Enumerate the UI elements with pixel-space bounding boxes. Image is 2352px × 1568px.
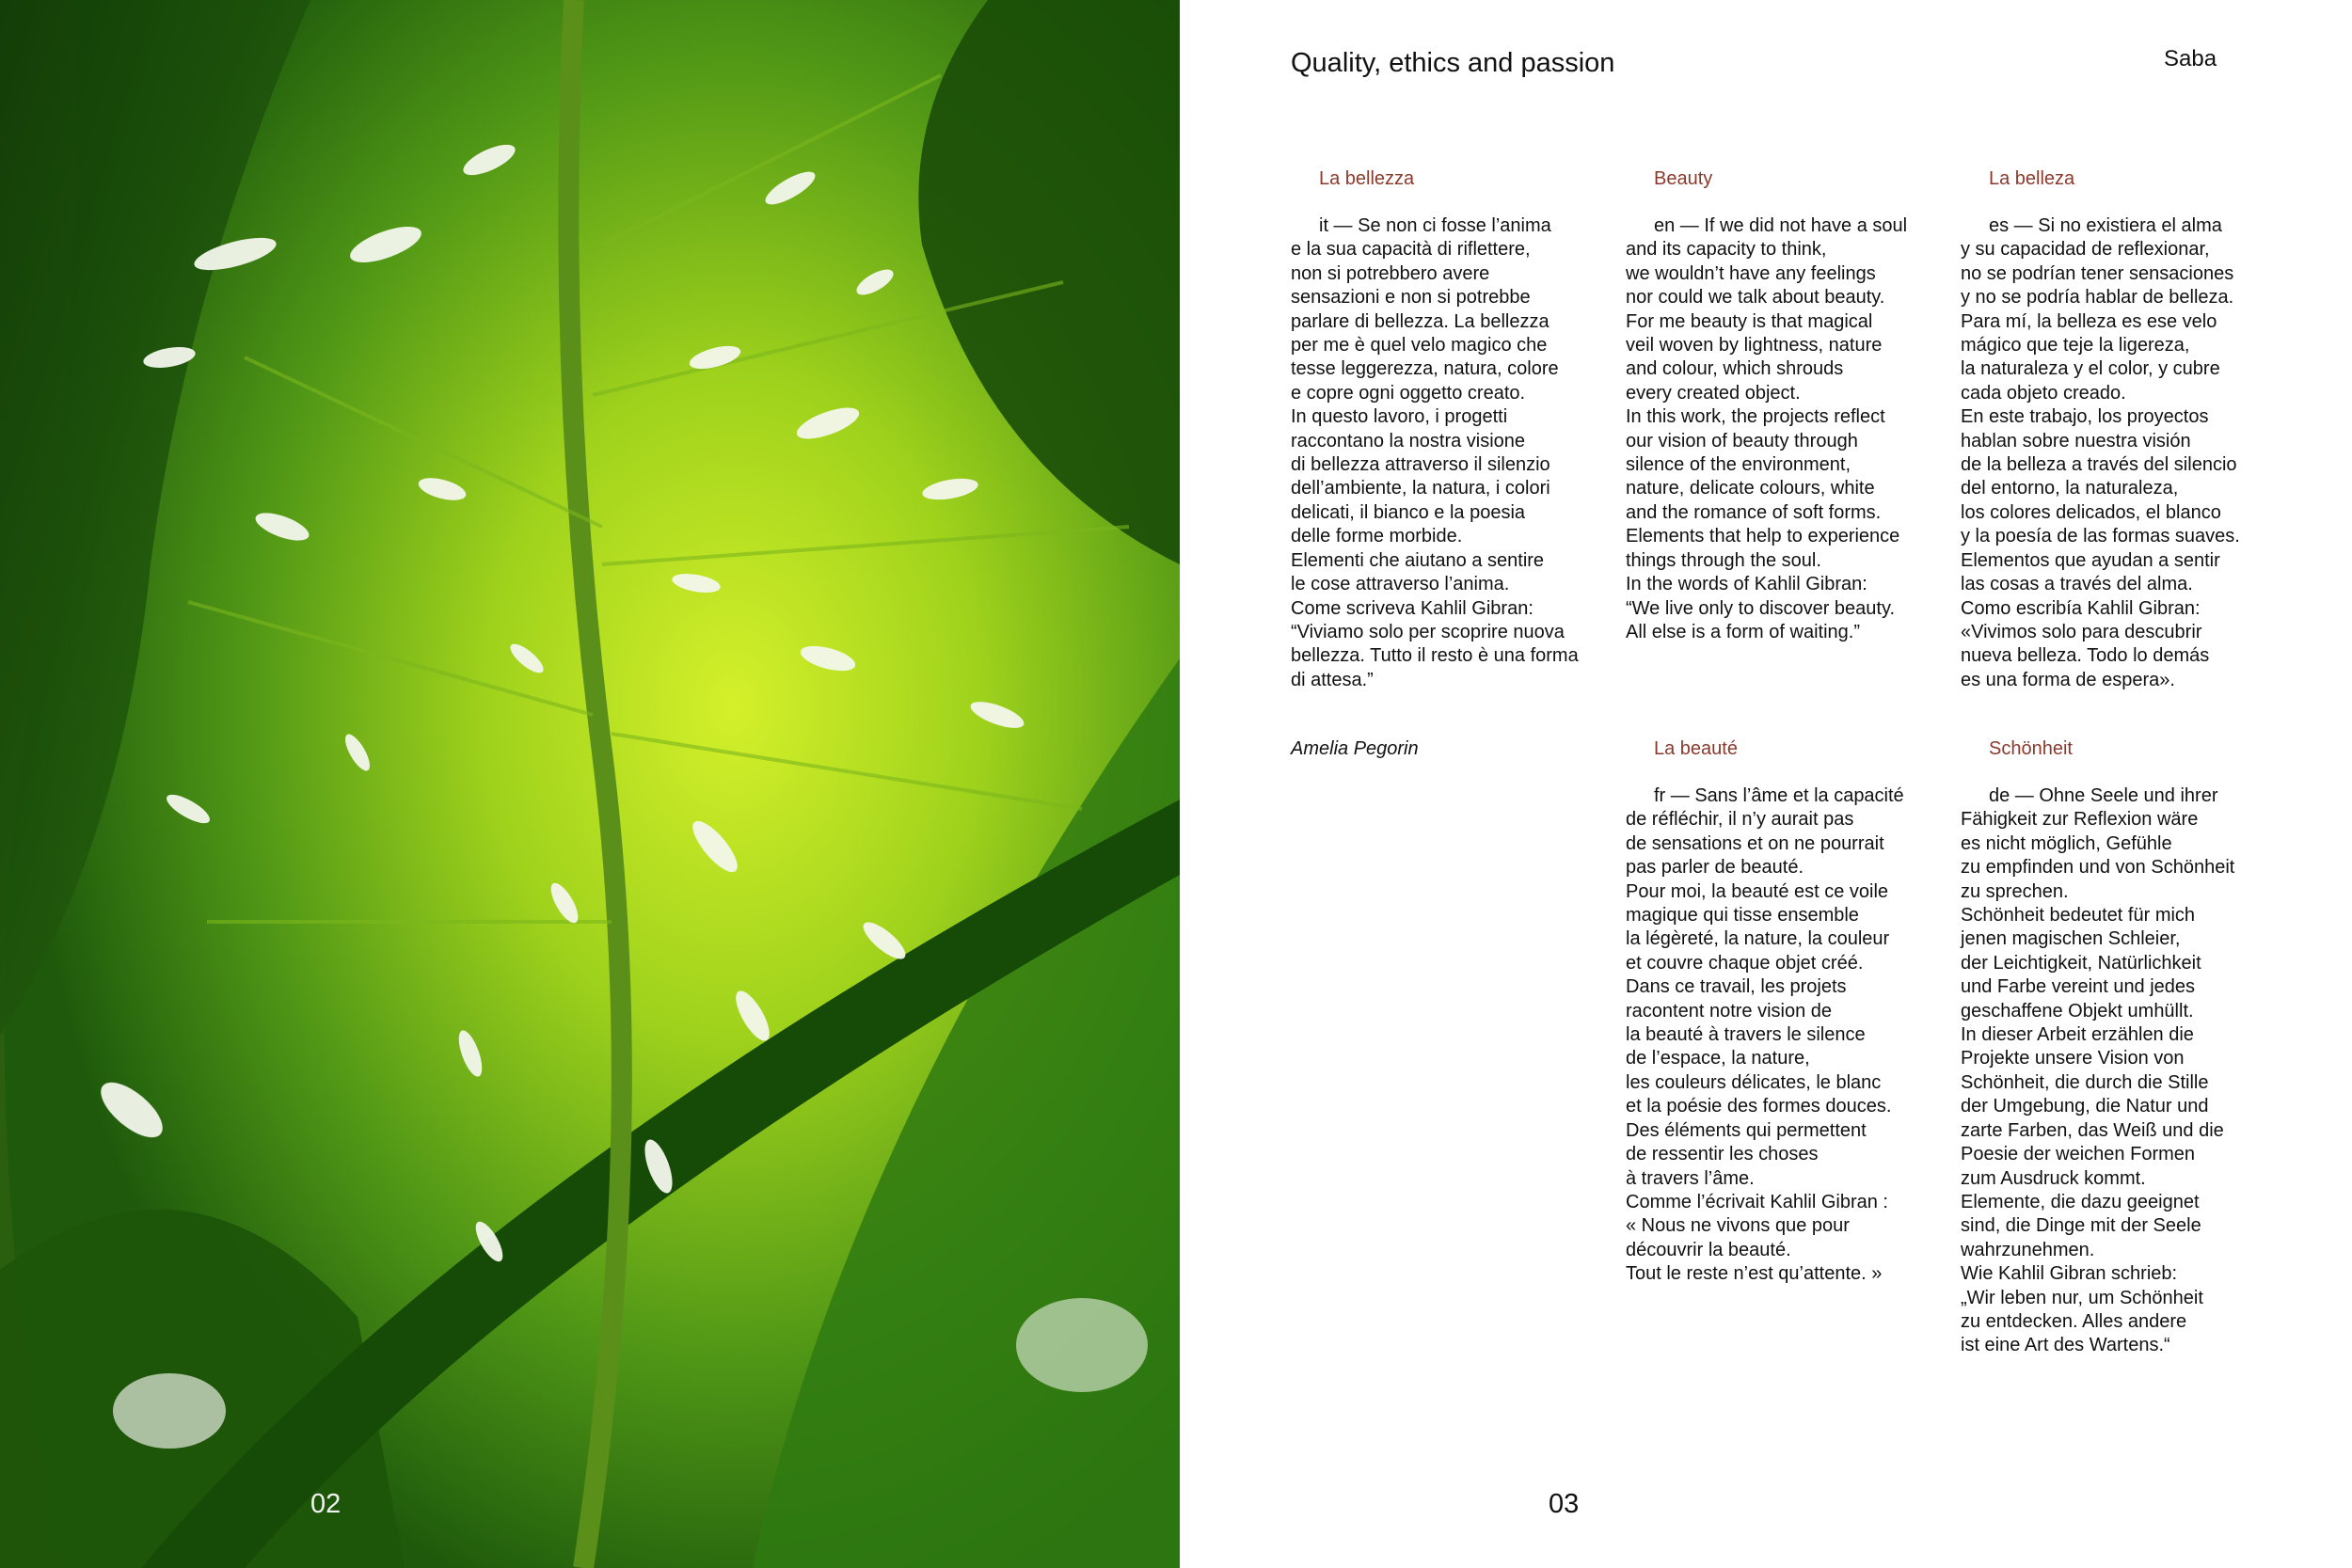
column-body xyxy=(1626,784,1960,1287)
column-german xyxy=(1961,737,2295,1358)
author-name: Amelia Pegorin xyxy=(1291,738,1419,759)
column-heading: La bellezza xyxy=(1319,168,1415,189)
column-heading: La belleza xyxy=(1989,168,2075,189)
language-tag: it — xyxy=(1319,215,1353,236)
column-spanish xyxy=(1961,167,2295,692)
column-body xyxy=(1961,784,2295,1358)
column-french xyxy=(1626,737,1960,1287)
language-tag: fr — xyxy=(1654,785,1690,806)
page-title: Quality, ethics and passion xyxy=(1291,48,1615,78)
language-tag: es — xyxy=(1989,215,2033,236)
column-heading: Schönheit xyxy=(1989,738,2073,759)
column-english xyxy=(1626,167,1960,644)
column-heading: La beauté xyxy=(1654,738,1738,759)
page-number-right: 03 xyxy=(1549,1489,1580,1519)
column-heading: Beauty xyxy=(1654,168,1713,189)
column-body xyxy=(1961,214,2295,692)
column-text: Sans l’âme et la capacité de réfléchir, il n’y aurait pas de sensations et on ne pourrait pas parler de beauté. Pour moi, la beauté est ce voile magique qui tisse ensemble la légèreté, la nature, la couleur et couvre chaque objet créé. Dans ce travail, les projets racontent notre vision de la beauté à travers le silence de l’espace, la nature, les couleurs délicates, le blanc et la poésie des formes douces. Des éléments qui permettent de ressentir les choses à travers l’âme. Comme l’écrivait Kahlil Gibran : « Nous ne vivons que pour découvrir la beauté. Tout le reste n’est qu’attente. » xyxy=(1626,785,1904,1285)
column-body xyxy=(1291,214,1625,692)
column-text: Se non ci fosse l’anima e la sua capacità di riflettere, non si potrebbero avere sensazioni e non si potrebbe parlare di bellezza. La bellezza per me è quel velo magico che tesse leggerezza, natura, colore e copre ogni oggetto creato. In questo lavoro, i progetti raccontano la nostra visione di bellezza attraverso il silenzio dell’ambiente, la natura, i colori delicati, il bianco e la poesia delle forme morbide. Elementi che aiutano a sentire le cose attraverso l’anima. Come scriveva Kahlil Gibran: “Viviamo solo per scoprire nuova bellezza. Tutto il resto è una forma di attesa.” xyxy=(1291,215,1579,690)
language-tag: en — xyxy=(1654,215,1699,236)
column-body xyxy=(1626,214,1960,644)
column-text: Ohne Seele und ihrer Fähigkeit zur Reflexion wäre es nicht möglich, Gefühle zu empfinden und von Schönheit zu sprechen. Schönheit bedeutet für mich jenen magischen Schleier, der Leichtigkeit, Natürlichkeit und Farbe vereint und jedes geschaffene Objekt umhüllt. In dieser Arbeit erzählen die Projekte unsere Vision von Schönheit, die durch die Stille der Umgebung, die Natur und zarte Farben, das Weiß und die Poesie der weichen Formen zum Ausdruck kommt. Elemente, die dazu geeignet sind, die Dinge mit der Seele wahrzunehmen. Wie Kahlil Gibran schrieb: „Wir leben nur, um Schönheit zu entdecken. Alles andere ist eine Art des Wartens.“ xyxy=(1961,785,2235,1356)
column-text: If we did not have a soul and its capacity to think, we wouldn’t have any feelings nor could we talk about beauty. For me beauty is that magical veil woven by lightness, nature and colour, which shrouds every created object. In this work, the projects reflect our vision of beauty through silence of the environment, nature, delicate colours, white and the romance of soft forms. Elements that help to experience things through the soul. In the words of Kahlil Gibran: “We live only to discover beauty. All else is a form of waiting.” xyxy=(1626,215,1908,642)
column-italian xyxy=(1291,167,1625,692)
language-tag: de — xyxy=(1989,785,2034,806)
brand-name: Saba xyxy=(2164,46,2217,71)
page-number-left: 02 xyxy=(310,1489,342,1519)
column-text: Si no existiera el alma y su capacidad de reflexionar, no se podrían tener sensaciones y no se podría hablar de belleza. Para mí, la belleza es ese velo mágico que teje la ligereza, la naturaleza y el color, y cubre cada objeto creado. En este trabajo, los proyectos hablan sobre nuestra visión de la belleza a través del silencio del entorno, la naturaleza, los colores delicados, el blanco y la poesía de las formas suaves. Elementos que ayudan a sentir las cosas a través del alma. Como escribía Kahlil Gibran: «Vivimos solo para descubrir nueva belleza. Todo lo demás es una forma de espera». xyxy=(1961,215,2240,690)
